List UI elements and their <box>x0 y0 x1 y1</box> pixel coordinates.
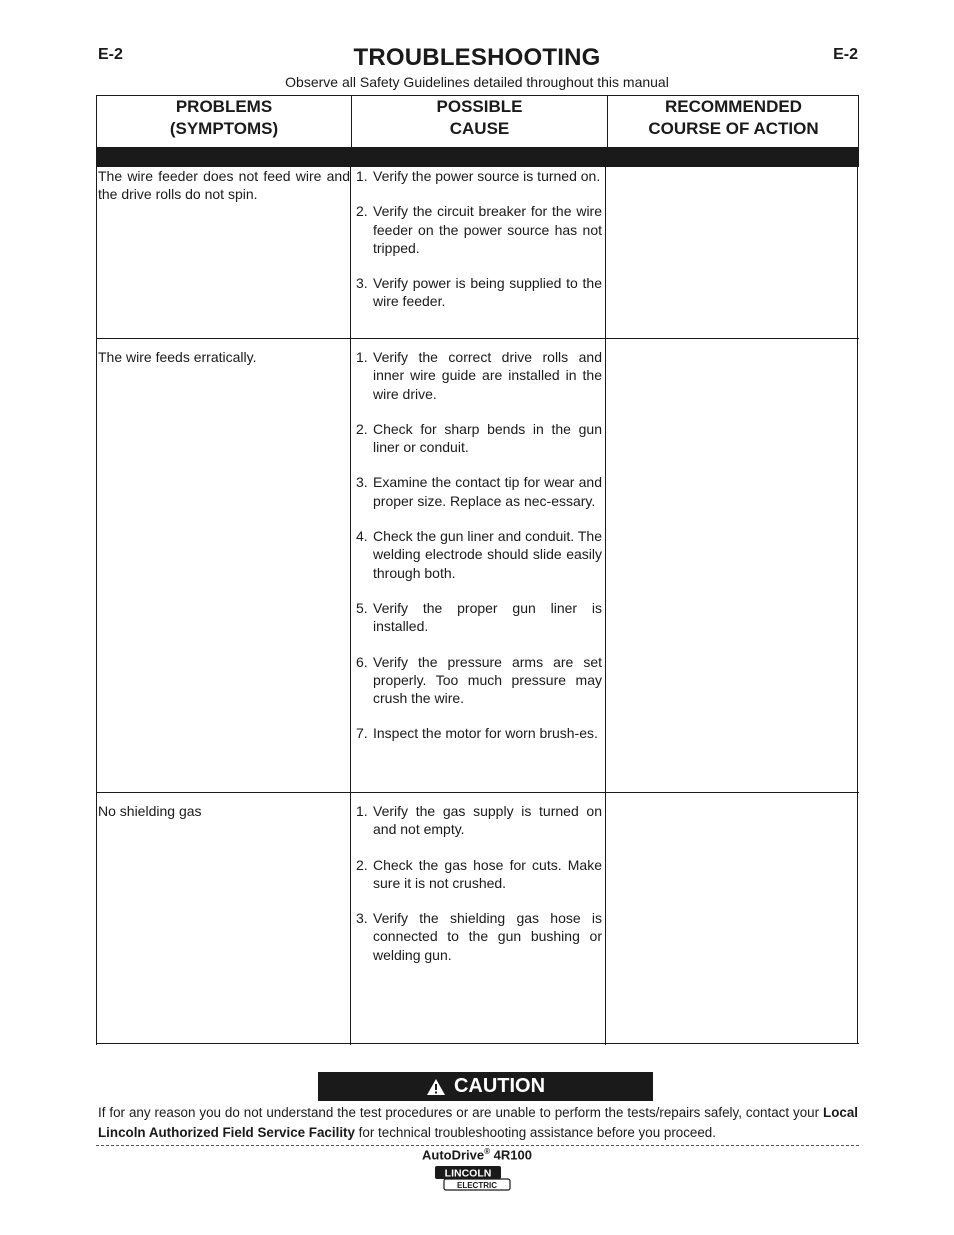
product-model: 4R100 <box>490 1147 532 1163</box>
page-title: TROUBLESHOOTING <box>353 44 601 71</box>
header-action-line2: COURSE OF ACTION <box>648 119 819 138</box>
registered-mark: ® <box>484 1147 491 1156</box>
caution-label: CAUTION <box>453 1075 546 1097</box>
page-code-right: E-2 <box>833 46 858 63</box>
lincoln-electric-logo <box>434 1165 512 1191</box>
row-divider-2 <box>96 792 859 793</box>
column-divider-1 <box>350 167 351 1045</box>
problem-row-1: The wire feeder does not feed wire and the drive rolls do not spin. <box>98 168 350 203</box>
product-name-text: AutoDrive <box>422 1147 485 1163</box>
cause-item: 5. Verify the proper gun liner is installed. <box>356 599 602 635</box>
cause-item: 1. Verify the correct drive rolls and inner wire guide are installed in the wire drive. <box>356 349 602 402</box>
warning-triangle-icon <box>426 1078 446 1096</box>
header-possible-cause <box>351 96 607 148</box>
caution-text <box>98 1103 858 1143</box>
cause-item: 1. Verify the gas supply is turned on and not empty. <box>356 803 602 838</box>
problem-row-2: The wire feeds erratically. <box>98 349 257 365</box>
caution-text-bold: Local Lincoln Authorized Field Service Facility <box>98 1105 858 1140</box>
safety-note: Observe all Safety Guidelines detailed throughout this manual <box>285 74 669 90</box>
cause-item: 3. Verify the shielding gas hose is connected to the gun bushing or welding gun. <box>356 910 602 963</box>
row-divider-1 <box>96 338 859 339</box>
cause-item: 2. Check the gas hose for cuts. Make sure it is not crushed. <box>356 856 602 891</box>
causes-row-2 <box>356 348 602 743</box>
causes-row-3 <box>356 802 602 964</box>
header-recommended-action <box>607 96 859 148</box>
header-problems-line1: PROBLEMS <box>175 97 273 116</box>
table-border-left <box>96 167 97 1045</box>
table-header-row <box>96 95 859 147</box>
cause-item: 2. Check for sharp bends in the gun liner or conduit. <box>356 420 602 456</box>
troubleshooting-table <box>96 95 859 1045</box>
cause-item: 6. Verify the pressure arms are set properly. Too much pressure may crush the wire. <box>356 653 602 707</box>
caution-banner <box>318 1072 653 1101</box>
cause-item: 7. Inspect the motor for worn brush-es. <box>356 725 598 742</box>
problem-row-3: No shielding gas <box>98 803 202 819</box>
footer-divider <box>96 1145 859 1146</box>
header-problems-line2: (SYMPTOMS) <box>169 119 279 138</box>
header-cause-line2: CAUSE <box>449 119 510 138</box>
header-divider-band <box>96 147 859 167</box>
header-problems <box>97 96 351 148</box>
header-action-line1: RECOMMENDED <box>665 97 802 116</box>
logo-line1: LINCOLN <box>444 1167 492 1180</box>
cause-item: 3. Verify power is being supplied to the wire feeder. <box>356 275 602 310</box>
header-cause-line1: POSSIBLE <box>436 97 523 116</box>
causes-row-1 <box>356 167 602 311</box>
caution-text-before: If for any reason you do not understand the test procedures or are unable to perform the tests/repairs safely, contact your <box>98 1105 824 1120</box>
cause-item: 3. Examine the contact tip for wear and proper size. Replace as nec-essary. <box>356 474 602 509</box>
table-border-right <box>857 167 858 1043</box>
page-code-left: E-2 <box>98 46 123 63</box>
logo-line2: ELECTRIC <box>457 1181 497 1190</box>
cause-item: 4. Check the gun liner and conduit. The welding electrode should slide easily through both. <box>356 528 602 581</box>
caution-text-after: for technical troubleshooting assistance before you proceed. <box>354 1125 716 1140</box>
cause-item: 1. Verify the power source is turned on. <box>356 168 601 184</box>
cause-item: 2. Verify the circuit breaker for the wire feeder on the power source has not tripped. <box>356 203 602 256</box>
product-name <box>0 1147 954 1162</box>
column-divider-2 <box>605 167 606 1045</box>
table-border-bottom <box>96 1043 859 1044</box>
